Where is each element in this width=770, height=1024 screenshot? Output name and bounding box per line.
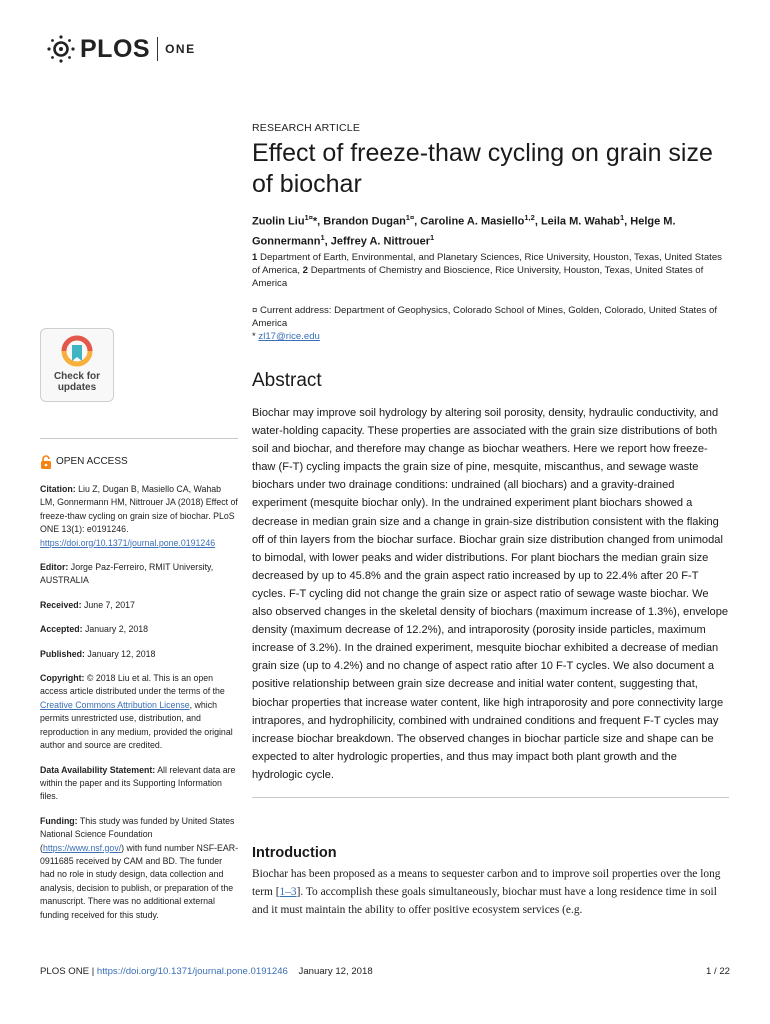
plos-sun-icon [46,34,76,64]
author-list: Zuolin Liu$^{1¤}$*, Brandon Dugan$^{1¤}$, Caroline A. Masiello$^{1,2}$, Leila M. Wahab$^1$, Helge M. Gonnermann$^1$, Jeffrey A. Nittrouer$^1$ [252,213,676,248]
accepted-label: Accepted: [40,624,83,635]
footer-journal: PLOS ONE [40,966,90,977]
published-block [40,648,238,661]
citation-block [40,483,238,550]
brand-name: PLOS [80,34,151,63]
editor-block [40,561,238,588]
data-availability-label: Data Availability Statement: [40,764,156,775]
plos-one-logo [46,34,196,64]
accepted-date: January 2, 2018 [84,624,149,635]
email-marker: * [252,331,256,342]
author: Leila M. Wahab [540,215,620,228]
editor-label: Editor: [40,562,69,573]
updates-bookmark-icon [61,335,93,369]
affiliation-2: Departments of Chemistry and Bioscience, Rice University, Houston, Texas, United States of America [252,265,704,289]
editor-text: Jorge Paz-Ferreiro, RMIT University, AUSTRALIA [40,562,214,586]
author: Zuolin Liu [252,215,305,228]
footer-doi-link[interactable]: https://doi.org/10.1371/journal.pone.0191246 [96,966,288,977]
email-link[interactable]: zl17@rice.edu [258,331,320,342]
author-affil-sup: 1 [620,213,625,222]
open-lock-icon [40,455,52,469]
intro-text-part: Biochar has been proposed as a means to sequester carbon and to improve soil properties over the long term [ [252,868,721,898]
footer-date: January 12, 2018 [298,966,373,977]
introduction-heading: Introduction [252,845,337,861]
author: Jeffrey A. Nittrouer [330,235,430,248]
updates-label-line2: updates [57,382,97,393]
received-block [40,599,238,612]
funding-text: This study was funded by United States National Science Foundation ( [40,815,235,853]
article-title: Effect of freeze-thaw cycling on grain size of biochar [252,139,713,198]
received-date: June 7, 2017 [84,599,135,610]
published-label: Published: [40,648,85,659]
journal-name: ONE [165,42,196,56]
citation-label: Citation: [40,484,76,494]
license-link[interactable]: Creative Commons Attribution License [40,699,190,710]
page-number: 1 / 22 [705,966,730,977]
copyright-text: © 2018 Liu et al. This is an open access article distributed under the terms of the [40,673,225,697]
check-for-updates-badge[interactable] [40,328,114,402]
article-type: RESEARCH ARTICLE [252,122,361,134]
abstract-heading: Abstract [252,370,322,391]
data-availability-block [40,764,238,804]
abstract-text: Biochar may improve soil hydrology by altering soil porosity, density, hydraulic conductivity, and water-holding capacity. These properties are associated with the grain size distributions of both soil and biochar, and therefore may change as biochar weathers. Here we report how freeze-thaw (F-T) cycling impacts the grain size of pine, mesquite, miscanthus, and sewage waste biochars under two drainage conditions: undrained (all biochars) and a gravity-drained experiment (mesquite biochar only). In the undrained experiment plant biochars showed a decrease in median grain size and a change in grain-size distribution consistent with the flaking off of thin layers from the biochar surface. Biochar grain size distribution changed from unimodal to bimodal, with lower peaks and wider distributions. For plant biochars the median grain size decreased by up to 45.8% and the grain aspect ratio increased by up to 22.4% after 20 F-T cycles. F-T cycling did not change the grain size or aspect ratio of sewage waste biochar. We also observed changes in the skeletal density of biochars (maximum increase of 1.3%), envelope density (maximum decrease of 12.2%), and intraporosity (porosity inside particles, maximum increase of 3.2%). In the drained experiment, mesquite biochar exhibited a decrease of median grain size (up to 4.2%) and no change of aspect ratio after 10 F-T cycles. We also document a positive relationship between grain size decrease and initial water content, suggesting that, biochar properties that increase water content, like high intraporosity and pore connectivity large intrapores, and hydrophilicity, combined with undrained conditions and frequent F-T cycles may increase biochar breakdown. The observed changes in biochar particle size and shape can be expected to alter hydrologic properties, and thus may impact both plant growth and the hydrologic cycle. [252,407,729,781]
copyright-block [40,672,238,752]
funding-block [40,815,238,922]
citation-text: Liu Z, Dugan B, Masiello CA, Wahab LM, Gonnermann HM, Nittrouer JA (2018) Effect of freeze-thaw cycling on grain size of biochar. PLoS ONE 13(1): e0191246. [40,484,238,535]
funding-label: Funding: [40,815,78,826]
author-affil-sup: 1 [429,232,435,242]
logo-divider [157,37,158,61]
corresponding-email [252,330,722,343]
received-label: Received: [40,599,82,610]
author-affil-sup: 1,2 [524,213,535,222]
affil-number: 1 [252,252,258,263]
updates-label [41,371,113,393]
nsf-link[interactable]: https://www.nsf.gov/ [42,842,122,853]
page-footer [40,966,730,977]
article-info-sidebar [40,455,238,933]
author: Brandon Dugan [323,215,406,228]
published-date: January 12, 2018 [87,648,156,659]
introduction-text [252,866,729,919]
citation-doi-link[interactable]: https://doi.org/10.1371/journal.pone.0191246 [40,537,216,548]
affil-number: 2 [302,265,309,276]
copyright-text-end: , which permits unrestricted use, distribution, and reproduction in any medium, provided the original author and source are credited. [40,699,233,751]
abstract-divider [252,797,729,798]
reference-link[interactable]: 1–3 [279,885,297,898]
funding-text-end: ) with fund number NSF-EAR-0911685 received by CAM and BD. The funder had no role in study design, data collection and analysis, decision to publish, or preparation of the manuscript. There was no additional external funding received for this study. [40,842,239,920]
footer-separator: | [91,966,95,977]
open-access-label [40,455,238,469]
open-access-text: OPEN ACCESS [56,456,128,468]
affiliations [252,251,722,290]
data-availability-text: All relevant data are within the paper and its Supporting Information files. [40,764,236,802]
author: Caroline A. Masiello [420,215,525,228]
updates-label-line1: Check for [53,371,101,382]
current-address-block [252,304,722,343]
affiliation-1: Department of Earth, Environmental, and Planetary Sciences, Rice University, Houston, Texas, United States of America, [252,252,722,276]
intro-text-part: ]. To accomplish these goals simultaneously, biochar must have a long residence time in soil and it must maintain the ability to offer positive ecosystem services (e.g. [252,885,717,916]
current-address: ¤ Current address: Department of Geophysics, Colorado School of Mines, Golden, Colorado, United States of America [252,305,718,329]
sidebar-divider [40,438,238,439]
author: Helge M. Gonnermann [252,215,676,248]
author-affil-sup: 1 [320,232,325,242]
author-affil-sup: 1¤ [405,213,415,222]
author-affil-sup: 1¤ [304,213,313,222]
accepted-block [40,623,238,636]
copyright-label: Copyright: [40,673,85,684]
